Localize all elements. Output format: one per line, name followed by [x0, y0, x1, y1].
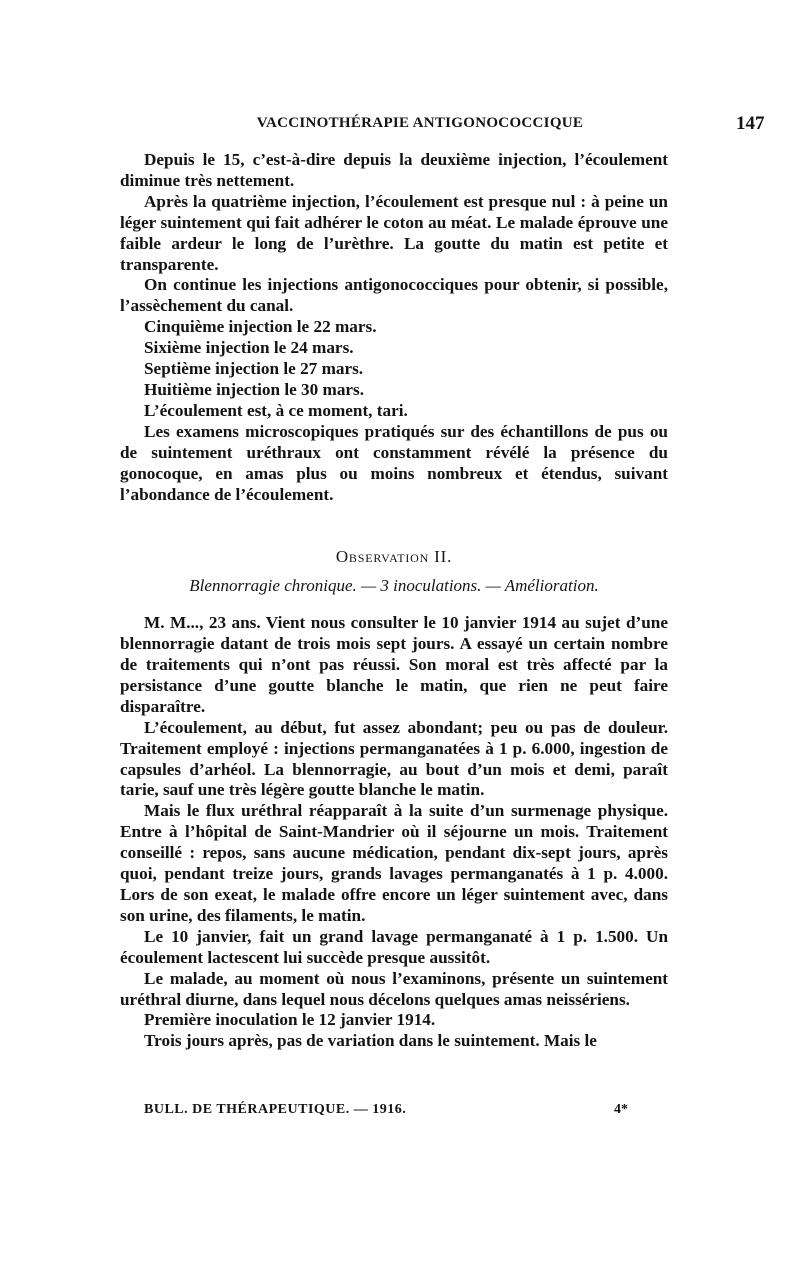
paragraph: Après la quatrième injection, l’écoulement est presque nul : à peine un léger suintement qui fait adhérer le coton au méat. Le malade éprouve une faible ardeur le long de l’urèthre. La goutte du matin est petite et transparente. — [120, 191, 668, 274]
paragraph: Première inoculation le 12 janvier 1914. — [144, 1010, 436, 1030]
observation-title: Observation II. — [335, 547, 453, 567]
body-text — [120, 150, 668, 1052]
paragraph: Septième injection le 27 mars. — [144, 359, 364, 379]
signature-mark: 4* — [614, 1102, 628, 1117]
page-number: 147 — [736, 113, 765, 134]
running-head: VACCINOTHÉRAPIE ANTIGONOCOCCIQUE — [256, 115, 584, 131]
observation-subtitle: Blennorragie chronique. — 3 inoculations. — Amélioration. — [189, 576, 599, 596]
paragraph: Le 10 janvier, fait un grand lavage permanganaté à 1 p. 1.500. Un écoulement lactescent lui succède presque aussitôt. — [120, 926, 668, 967]
paragraph: L’écoulement est, à ce moment, tari. — [144, 400, 408, 420]
paragraph: Le malade, au moment où nous l’examinons, présente un suintement uréthral diurne, dans lequel nous décelons quelques amas neissériens. — [120, 968, 668, 1009]
page-header — [120, 113, 765, 139]
paragraph: On continue les injections antigonococciques pour obtenir, si possible, l’assèchement du canal. — [120, 275, 668, 316]
journal-footer: BULL. DE THÉRAPEUTIQUE. — 1916. — [144, 1102, 407, 1117]
paragraph: L’écoulement, au début, fut assez abondant; peu ou pas de douleur. Traitement employé : injections permanganatées à 1 p. 6.000, ingestion de capsules d’arhéol. La blennorragie, au bout d’un mois et demi, paraît tarie, sauf une très légère goutte blanche le matin. — [120, 717, 668, 800]
page-footer — [144, 1102, 644, 1124]
paragraph: Depuis le 15, c’est-à-dire depuis la deuxième injection, l’écoulement diminue très nettement. — [120, 150, 668, 190]
paragraph: Cinquième injection le 22 mars. — [144, 317, 377, 337]
paragraph: Sixième injection le 24 mars. — [144, 338, 354, 358]
paragraph: Huitième injection le 30 mars. — [144, 379, 365, 399]
paragraph: M. M..., 23 ans. Vient nous consulter le 10 janvier 1914 au sujet d’une blennorragie datant de trois mois sept jours. A essayé un certain nombre de traitements qui n’ont pas réussi. Son moral est très affecté par la persistance d’une goutte blanche le matin, que rien ne peut faire disparaître. — [120, 613, 668, 716]
paragraph: Mais le flux uréthral réapparaît à la suite d’un surmenage physique. Entre à l’hôpital de Saint-Mandrier où il séjourne un mois. Traitement conseillé : repos, sans aucune médication, pendant dix-sept jours, après quoi, pendant treize jours, grands lavages permanganatés à 1 p. 4.000. Lors de son exeat, le malade offre encore un léger suintement avec, dans son urine, des filaments, le matin. — [120, 801, 668, 925]
paragraph: Trois jours après, pas de variation dans le suintement. Mais le — [144, 1031, 597, 1051]
paragraph: Les examens microscopiques pratiqués sur des échantillons de pus ou de suintement uréthraux ont constamment révélé la présence du gonocoque, en amas plus ou moins nombreux et étendus, suivant l’abondance de l’écoulement. — [120, 421, 668, 504]
